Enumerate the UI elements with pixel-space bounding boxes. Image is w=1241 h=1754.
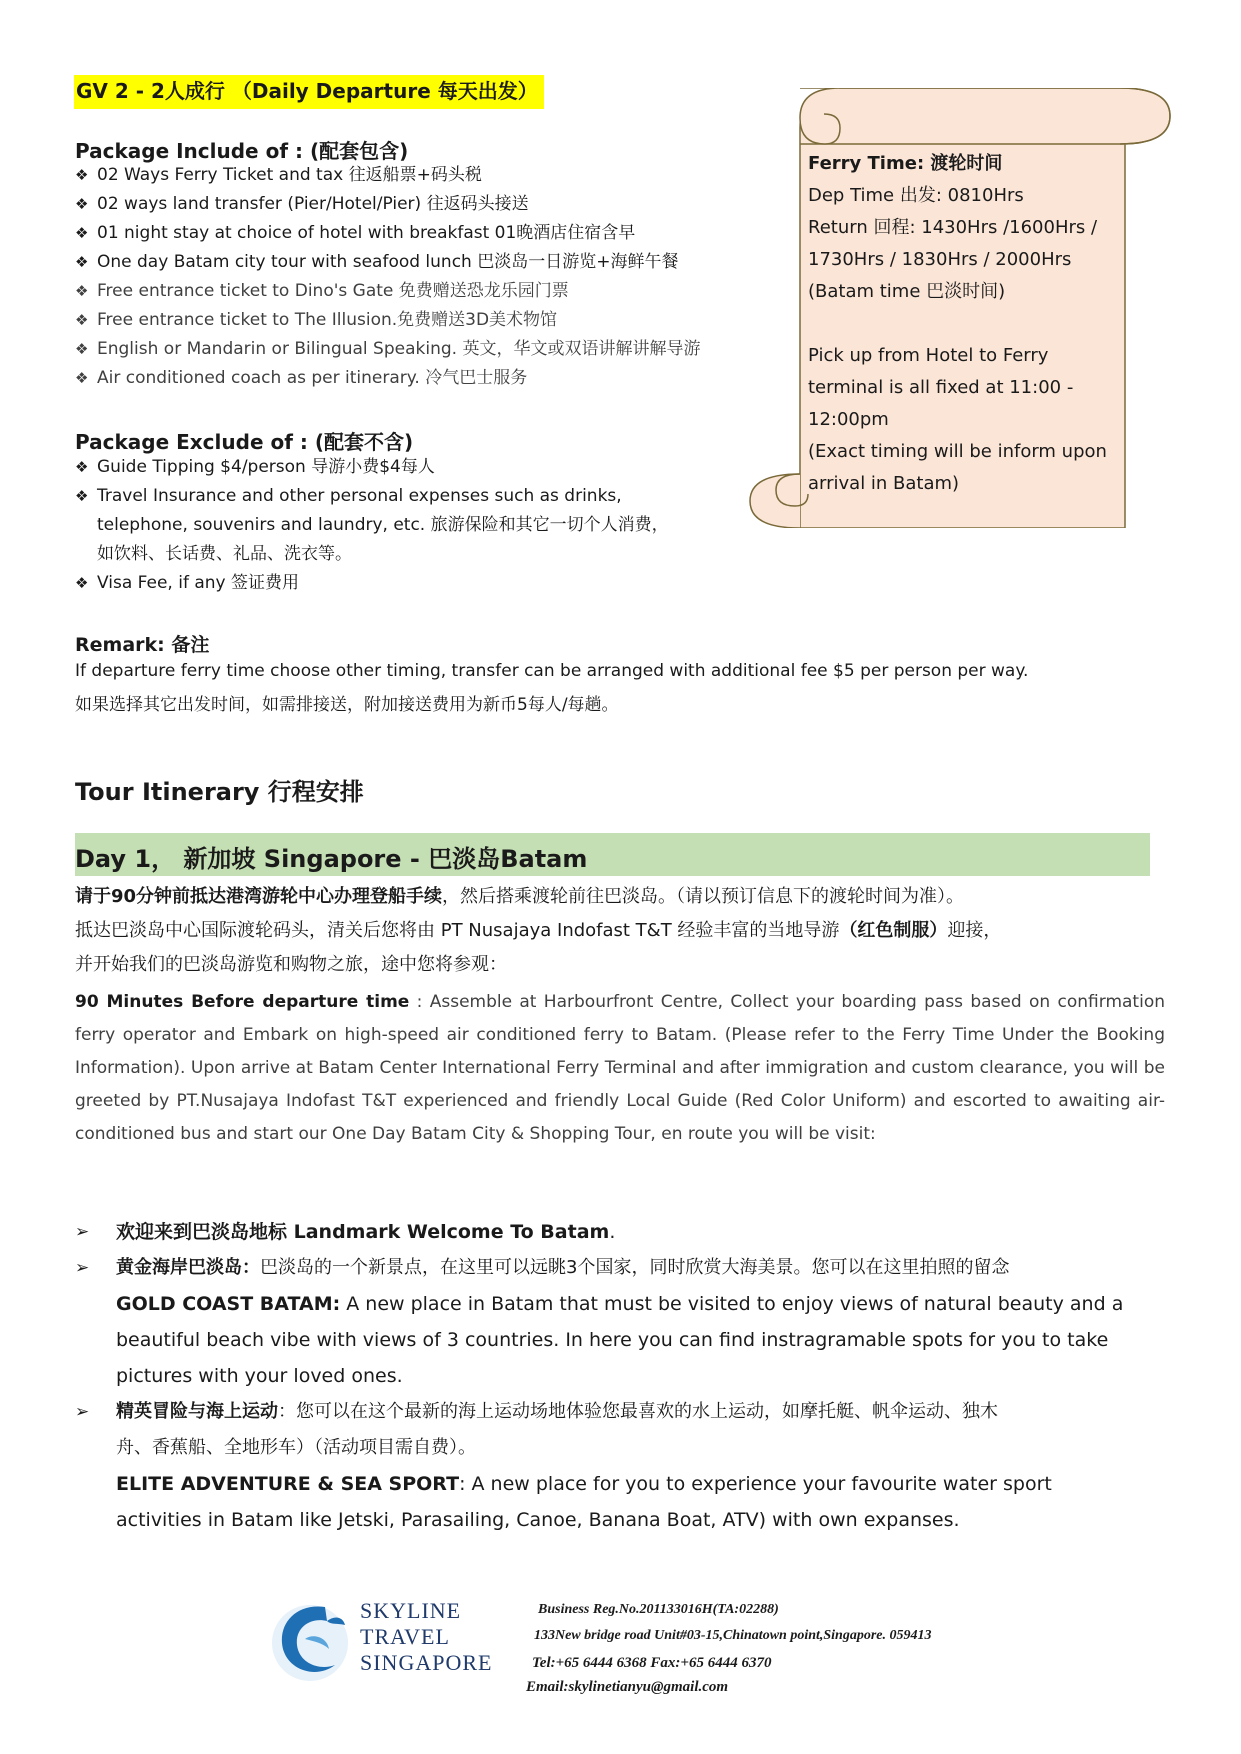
diamond-bullet-icon: ❖ [75,253,89,271]
include-heading: Package Include of : (配套包含) [75,139,409,163]
diamond-bullet-icon: ❖ [75,458,89,476]
list-item: ❖ Free entrance ticket to The Illusion.免费赠送3D美术物馆 [75,306,700,335]
business-phone: Tel:+65 6444 6368 Fax:+65 6444 6370 [532,1655,772,1671]
business-email: Email:skylinetianyu@gmail.com [526,1679,729,1695]
day1-title: Day 1， 新加坡 Singapore - 巴淡岛Batam [75,845,588,873]
list-item: ❖ Guide Tipping $4/person 导游小费$4每人 [75,453,669,482]
day1-cn-line3: 并开始我们的巴淡岛游览和购物之旅，途中您将参观： [75,954,507,975]
ferry-time-heading: Ferry Time: 渡轮时间 [808,153,1003,174]
arrow-bullet-icon: ➢ [75,1258,90,1278]
logo-text: SINGAPORE [360,1650,493,1675]
exclude-heading: Package Exclude of : (配套不含) [75,430,414,454]
diamond-bullet-icon: ❖ [75,369,89,387]
diamond-bullet-icon: ❖ [75,224,89,242]
list-item: ❖ 02 Ways Ferry Ticket and tax 往返船票+码头税 [75,161,700,190]
ferry-time-box [808,148,1124,500]
list-item: ➢ 黄金海岸巴淡岛：巴淡岛的一个新景点，在这里可以远眺3个国家，同时欣赏大海美景。您可以在这里拍照的留念 GOLD COAST BATAM: A new place in Batam that must be visited to enjoy views of natural beauty and a beautiful beach vibe with views of 3 countries. In here you can find instragramable spots for you to take pictures with your loved ones. [75,1250,1165,1394]
ferry-timezone: (Batam time 巴淡时间) [808,281,1006,302]
diamond-bullet-icon: ❖ [75,166,89,184]
list-item: ❖ 02 ways land transfer (Pier/Hotel/Pier) 往返码头接送 [75,190,700,219]
list-item: ❖ Visa Fee, if any 签证费用 [75,569,669,598]
arrow-bullet-icon: ➢ [75,1222,90,1242]
list-item: ➢ 欢迎来到巴淡岛地标 Landmark Welcome To Batam. [75,1214,1165,1250]
diamond-bullet-icon: ❖ [75,574,89,592]
list-item: ❖ English or Mandarin or Bilingual Speaking. 英文，华文或双语讲解讲解导游 [75,335,700,364]
ferry-return-time: 1730Hrs / 1830Hrs / 2000Hrs [808,249,1072,270]
pickup-note: 12:00pm [808,409,889,430]
day1-en-paragraph: 90 Minutes Before departure time : Assemble at Harbourfront Centre, Collect your boarding pass based on confirmation ferry operator and Embark on high-speed air conditioned ferry to Batam. (Please refer to the Ferry Time Under the Booking Information). Upon arrive at Batam Center International Ferry Terminal and after immigration and custom clearance, you will be greeted by PT.Nusajaya Indofast T&T experienced and friendly Local Guide (Red Color Uniform) and escorted to awaiting air-conditioned bus and start our One Day Batam City & Shopping Tour, en route you will be visit: [75,992,1165,1144]
list-item: ❖ Travel Insurance and other personal expenses such as drinks, telephone, souvenirs and laundry, etc. 旅游保险和其它一切个人消费， 如饮料、长话费、礼品、洗衣等。 [75,482,669,569]
include-list [75,161,700,393]
list-item: ❖ 01 night stay at choice of hotel with breakfast 01晚酒店住宿含早 [75,219,700,248]
remark-text-cn: 如果选择其它出发时间，如需排接送，附加接送费用为新币5每人/每趟。 [75,695,619,715]
sights-list [75,1214,1165,1538]
day1-cn-line1: 请于90分钟前抵达港湾游轮中心办理登船手续，然后搭乘渡轮前往巴淡岛。（请以预订信息下的渡轮时间为准）。 [75,886,965,907]
diamond-bullet-icon: ❖ [75,487,89,505]
pickup-note: arrival in Batam) [808,473,960,494]
ferry-return-time: Return 回程: 1430Hrs /1600Hrs / [808,217,1098,238]
diamond-bullet-icon: ❖ [75,195,89,213]
pickup-note: Pick up from Hotel to Ferry [808,345,1049,366]
business-reg: Business Reg.No.201133016H(TA:02288) [538,1602,779,1617]
list-item: ➢ 精英冒险与海上运动：您可以在这个最新的海上运动场地体验您最喜欢的水上运动，如摩托艇、帆伞运动、独木 舟、香蕉船、全地形车）（活动项目需自费）。 ELITE ADVENTURE & SEA SPORT: A new place for you to experience your favourite water sport activities in Batam like Jetski, Parasailing, Canoe, Banana Boat, ATV) with own expanses. [75,1394,1165,1538]
pickup-note: terminal is all fixed at 11:00 - [808,377,1074,398]
logo-text: SKYLINE [360,1598,462,1623]
list-item: ❖ Free entrance ticket to Dino's Gate 免费赠送恐龙乐园门票 [75,277,700,306]
arrow-bullet-icon: ➢ [75,1402,90,1422]
diamond-bullet-icon: ❖ [75,282,89,300]
exclude-list [75,453,669,598]
diamond-bullet-icon: ❖ [75,311,89,329]
diamond-bullet-icon: ❖ [75,340,89,358]
day1-cn-line2: 抵达巴淡岛中心国际渡轮码头，清关后您将由 PT Nusajaya Indofast T&T 经验丰富的当地导游（红色制服）迎接， [75,920,1002,941]
logo-text: TRAVEL [360,1624,450,1649]
business-address: 133New bridge road Unit#03-15,Chinatown point,Singapore. 059413 [534,1628,932,1643]
list-item: ❖ One day Batam city tour with seafood lunch 巴淡岛一日游览+海鲜午餐 [75,248,700,277]
itinerary-heading: Tour Itinerary 行程安排 [75,778,364,806]
dragon-logo-icon [265,1595,355,1685]
package-title: GV 2 - 2人成行 （Daily Departure 每天出发） [74,75,544,109]
ferry-dep-time: Dep Time 出发: 0810Hrs [808,185,1024,206]
pickup-note: (Exact timing will be inform upon [808,441,1107,462]
remark-text-en: If departure ferry time choose other timing, transfer can be arranged with additional fee $5 per person per way. [75,661,1029,681]
day1-band [75,833,1150,876]
list-item: ❖ Air conditioned coach as per itinerary. 冷气巴士服务 [75,364,700,393]
remark-heading: Remark: 备注 [75,634,210,656]
